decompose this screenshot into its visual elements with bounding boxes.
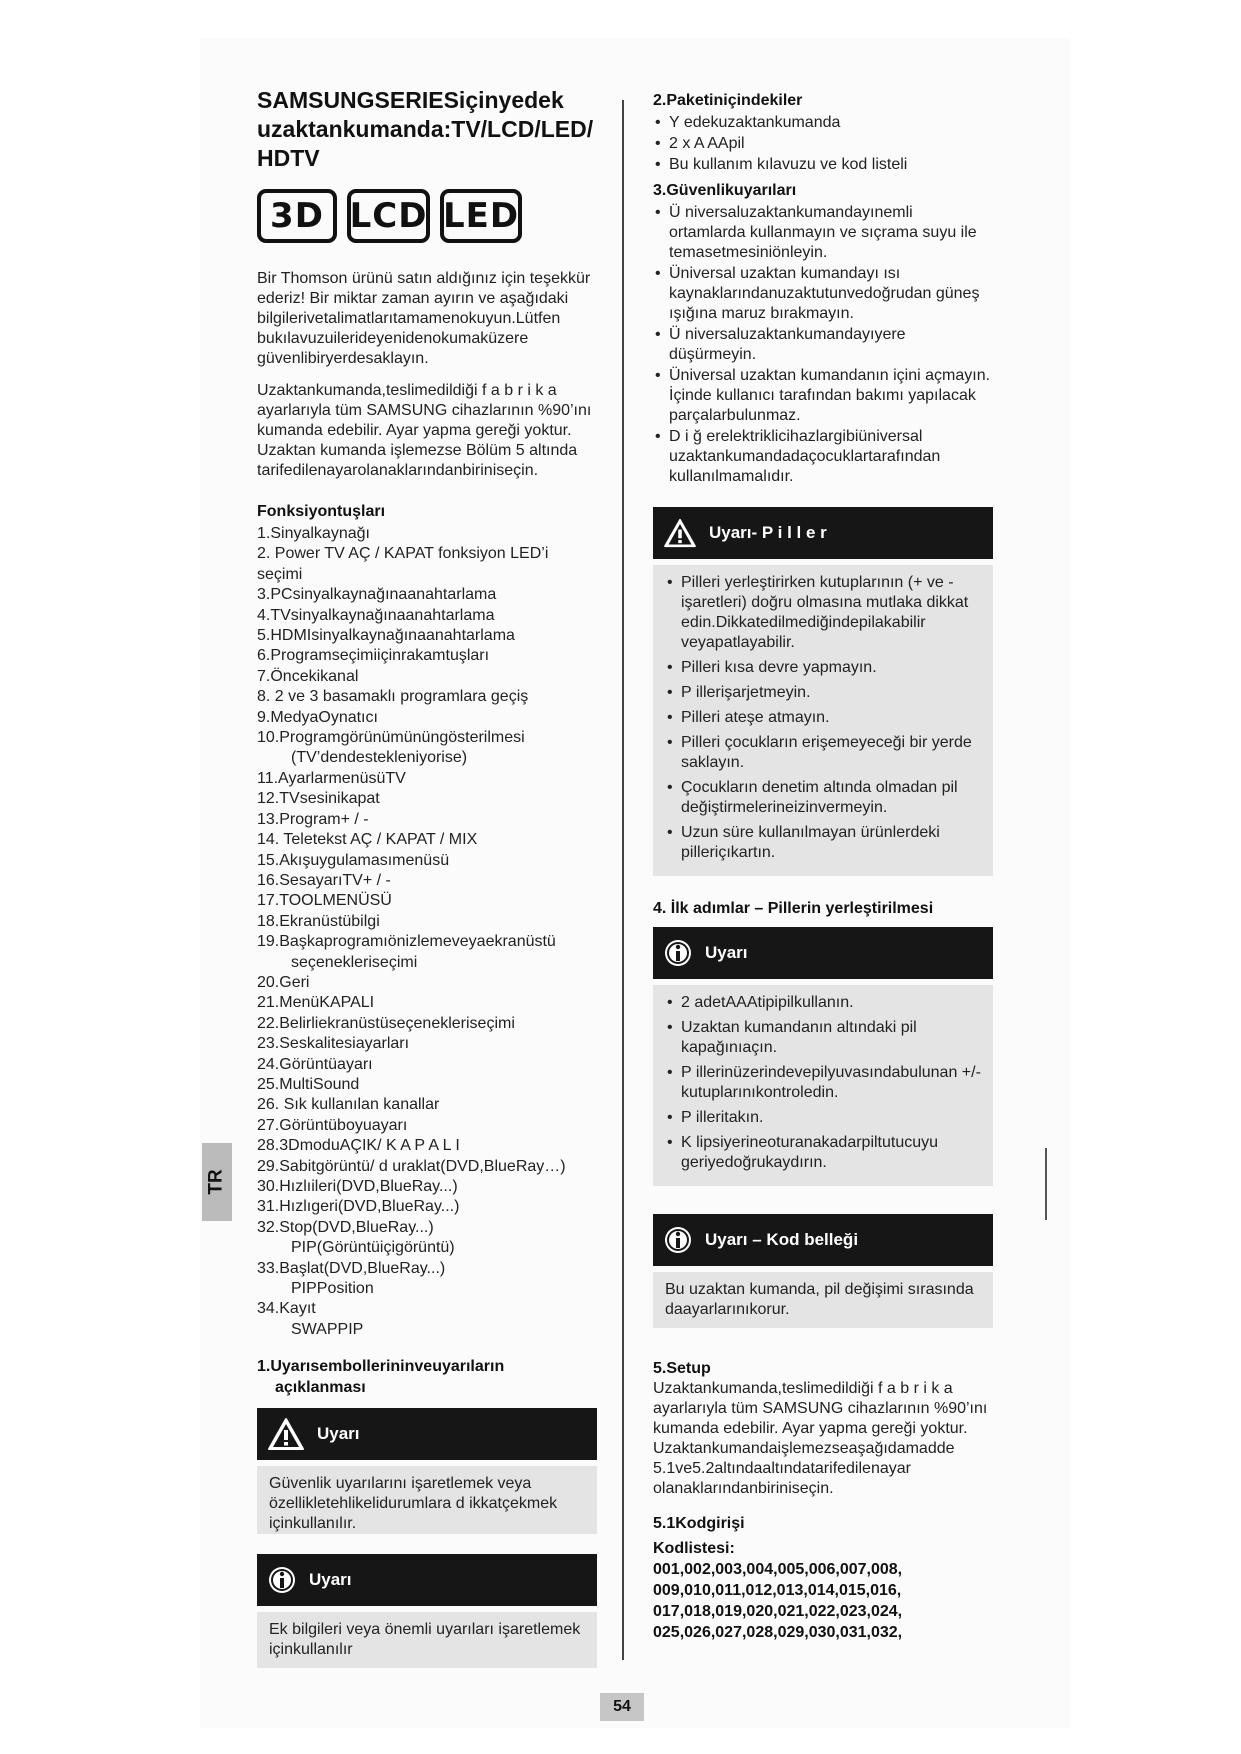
battery-step-item: • 2 adetAAAtipipilkullanın.	[665, 993, 981, 1013]
battery-step-item: • K lipsiyerineoturanakadarpiltutucuyu geriyedoğrukaydırın.	[665, 1133, 981, 1173]
info-bar	[257, 1554, 597, 1606]
page-number: 54	[600, 1693, 644, 1721]
safety-list	[653, 203, 993, 487]
section1-heading	[257, 1356, 597, 1398]
function-key-label: 34.Kayıt	[257, 1300, 316, 1318]
code-line: 001,002,003,004,005,006,007,008,	[653, 1561, 903, 1578]
section4-heading: 4. İlk adımlar – Pillerin yerleştirilmesi	[653, 900, 934, 917]
function-key-item	[257, 1177, 597, 1197]
section3-heading: 3.Güvenlikuyarıları	[653, 182, 797, 199]
badge-lcd: LCD	[347, 189, 430, 243]
function-key-label: 10.Programgörünümününgösterilmesi	[257, 729, 525, 747]
function-key-label: 11.AyarlarmenüsüTV	[257, 769, 406, 787]
function-key-label: 4.TVsinyalkaynağınaanahtarlama	[257, 606, 495, 624]
function-key-item	[257, 789, 597, 809]
function-key-item	[257, 851, 597, 871]
battery-warning-item: • Pilleri çocukların erişemeyeceği bir yerde saklayın.	[665, 733, 981, 773]
function-key-sublabel: PIPPosition	[291, 1280, 374, 1298]
function-key-label: 28.3DmoduAÇIK/ K A P A L I	[257, 1137, 460, 1155]
function-key-item	[257, 769, 597, 789]
function-key-label: 15.Akışuygulamasımenüsü	[257, 851, 450, 869]
language-tab	[202, 1143, 232, 1221]
page-title: SAMSUNGSERIESiçinyedek uzaktankumanda:TV/LCD/LED/ HDTV	[257, 87, 594, 171]
function-key-item	[257, 912, 597, 932]
code-list	[653, 1559, 993, 1643]
function-key-item	[257, 524, 597, 544]
warning-bar	[257, 1408, 597, 1460]
function-key-label: 25.MultiSound	[257, 1075, 360, 1093]
intro-paragraph-2: Uzaktankumanda,teslimedildiği f a b r i k a ayarlarıyla tüm SAMSUNG cihazlarının %90’ını kumanda edebilir. Ayar yapma gereği yoktur. Uzaktan kumanda işlemezse Bölüm 5 altında tarifedilenayarolanaklarındanbiriniseçin.	[257, 382, 592, 479]
battery-warning-item: • Uzun süre kullanılmayan ürünlerdeki pilleriçıkartın.	[665, 823, 981, 863]
code-memory-label: Uyarı – Kod belleği	[705, 1230, 859, 1249]
battery-step-item: • P illerinüzerindevepilyuvasındabulunan +/-kutuplarınıkontroledin.	[665, 1063, 981, 1103]
function-key-label: 16.SesayarıTV+ / -	[257, 871, 391, 889]
right-column	[653, 90, 993, 1643]
battery-warning-item: • Çocukların denetim altında olmadan pil değiştirmelerineizinvermeyin.	[665, 778, 981, 818]
function-key-label: 22.Belirliekranüstüseçenekleriseçimi	[257, 1014, 515, 1032]
intro-paragraph: Bir Thomson ürünü satın aldığınız için teşekkür ederiz! Bir miktar zaman ayırın ve aşağıdaki bilgilerivetalimatlarıtamamenokuyun.Lütfen bukılavuzuilerideyenidenokumaküzere güvenlibiryerdesaklayın.	[257, 270, 591, 367]
warning-triangle-icon	[663, 518, 697, 548]
code-memory-text: Bu uzaktan kumanda, pil değişimi sırasında daayarlarınıkorur.	[653, 1272, 993, 1328]
section1-heading-line1: 1.Uyarısembollerininveuyarıların	[257, 1358, 505, 1376]
function-key-label: 27.Görüntüboyuayarı	[257, 1116, 408, 1134]
function-key-label: 31.Hızlıgeri(DVD,BlueRay...)	[257, 1198, 460, 1216]
step-warning-bar	[653, 927, 993, 979]
function-key-sublabel: PIP(Görüntüiçigörüntü)	[291, 1239, 455, 1257]
function-key-item	[257, 830, 597, 850]
battery-warning-item: • Pilleri ateşe atmayın.	[665, 708, 981, 728]
function-key-item	[257, 810, 597, 830]
battery-steps-box	[653, 985, 993, 1186]
function-key-item	[257, 871, 597, 891]
function-key-label: 7.Öncekikanal	[257, 667, 359, 685]
step-warning-label: Uyarı	[705, 943, 748, 962]
function-key-item	[257, 626, 597, 646]
function-key-label: 5.HDMIsinyalkaynağınaanahtarlama	[257, 627, 515, 645]
function-key-label: 33.Başlat(DVD,BlueRay...)	[257, 1259, 446, 1277]
function-key-label: 18.Ekranüstübilgi	[257, 912, 380, 930]
info-label: Uyarı	[309, 1570, 352, 1590]
battery-steps-list	[665, 993, 981, 1173]
function-key-label: 26. Sık kullanılan kanallar	[257, 1096, 440, 1114]
info-icon	[663, 1225, 693, 1255]
safety-item: • Ü niversaluzaktankumandayınemli ortamlarda kullanmayın ve sıçrama suyu ile temasetmesiniönleyin.	[653, 203, 993, 263]
function-key-label: 3.PCsinyalkaynağınaanahtarlama	[257, 586, 497, 604]
battery-warning-list	[665, 573, 981, 863]
package-item: • Y edekuzaktankumanda	[653, 113, 993, 133]
language-tab-label: TR	[205, 1169, 227, 1195]
info-icon	[267, 1565, 297, 1595]
battery-warning-item: • P illerişarjetmeyin.	[665, 683, 981, 703]
package-item: • Bu kullanım kılavuzu ve kod listeli	[653, 155, 993, 175]
function-key-item	[257, 1116, 597, 1136]
function-key-item	[257, 973, 597, 993]
code-line: 017,018,019,020,021,022,023,024,	[653, 1603, 903, 1620]
function-key-label: 2. Power TV AÇ / KAPAT fonksiyon LED’i seçimi	[257, 545, 549, 583]
function-key-label: 6.Programseçimiiçinrakamtuşları	[257, 647, 490, 665]
function-key-item	[257, 585, 597, 605]
column-divider	[622, 100, 624, 1660]
safety-item: • Üniversal uzaktan kumandayı ısı kaynaklarındanuzaktutunvedoğrudan güneş ışığına maruz bırakmayın.	[653, 264, 993, 324]
function-key-label: 13.Program+ / -	[257, 810, 369, 828]
battery-warning-item: • Pilleri yerleştirirken kutuplarının (+ ve - işaretleri) doğru olmasına mutlaka dikkat edin.Dikkatedilmediğindepilakabilir veyapatlayabilir.	[665, 573, 981, 653]
safety-item: • Üniversal uzaktan kumandanın içini açmayın. İçinde kullanıcı tarafından bakımı yapılacak parçalarbulunmaz.	[653, 366, 993, 426]
badge-3d: 3D	[257, 189, 337, 243]
function-key-item	[257, 1136, 597, 1156]
warning-label: Uyarı	[317, 1424, 360, 1444]
battery-step-item: • P illeritakın.	[665, 1108, 981, 1128]
safety-item: • Ü niversaluzaktankumandayıyere düşürmeyin.	[653, 325, 993, 365]
function-key-item	[257, 728, 597, 769]
warning-triangle-icon	[267, 1417, 305, 1451]
function-key-item	[257, 544, 597, 585]
function-key-label: 9.MedyaOynatıcı	[257, 708, 378, 726]
function-key-item	[257, 1218, 597, 1259]
safety-item: • D i ğ erelektriklicihazlargibiüniversal uzaktankumandadaçocuklartarafından kullanılmamalıdır.	[653, 427, 993, 487]
battery-warning-label: Uyarı- P i l l e r	[709, 523, 827, 542]
function-key-item	[257, 1259, 597, 1300]
function-key-sublabel: seçenekleriseçimi	[291, 953, 418, 971]
package-item: • 2 x A AApil	[653, 134, 993, 154]
function-key-item	[257, 1014, 597, 1034]
function-key-item	[257, 667, 597, 687]
function-key-item	[257, 1197, 597, 1217]
function-key-label: 24.Görüntüayarı	[257, 1055, 373, 1073]
section51-heading: 5.1Kodgirişi	[653, 1515, 745, 1532]
battery-warning-item: • Pilleri kısa devre yapmayın.	[665, 658, 981, 678]
code-list-label: Kodlistesi:	[653, 1540, 735, 1557]
function-key-item	[257, 993, 597, 1013]
feature-badges	[257, 189, 597, 243]
function-key-item	[257, 606, 597, 626]
function-key-item	[257, 932, 597, 973]
function-key-label: 30.Hızlıileri(DVD,BlueRay...)	[257, 1178, 458, 1195]
function-key-label: 1.Sinyalkaynağı	[257, 525, 370, 542]
function-key-item	[257, 708, 597, 728]
function-key-label: 29.Sabitgörüntü/ d uraklat(DVD,BlueRay…)	[257, 1157, 566, 1175]
function-key-label: 12.TVsesinikapat	[257, 790, 380, 808]
function-key-item	[257, 1034, 597, 1054]
badge-led: LED	[440, 189, 522, 243]
code-line: 025,026,027,028,029,030,031,032,	[653, 1624, 903, 1641]
functions-heading: Fonksiyontuşları	[257, 503, 386, 520]
code-memory-bar	[653, 1214, 993, 1266]
function-key-item	[257, 687, 597, 707]
function-key-item	[257, 891, 597, 911]
function-key-item	[257, 1299, 597, 1340]
function-key-sublabel: SWAPPIP	[291, 1320, 364, 1338]
info-icon	[663, 938, 693, 968]
function-key-item	[257, 1157, 597, 1177]
function-key-list	[257, 524, 597, 1340]
left-column	[257, 86, 597, 1668]
battery-warning-box	[653, 565, 993, 876]
function-key-label: 17.TOOLMENÜSÜ	[257, 892, 392, 910]
function-key-item	[257, 1055, 597, 1075]
code-line: 009,010,011,012,013,014,015,016,	[653, 1582, 902, 1599]
battery-step-item: • Uzaktan kumandanın altındaki pil kapağınıaçın.	[665, 1018, 981, 1058]
function-key-item	[257, 1075, 597, 1095]
function-key-item	[257, 1095, 597, 1115]
margin-rule	[1045, 1148, 1047, 1220]
section2-heading: 2.Paketiniçindekiler	[653, 92, 803, 109]
setup-paragraph: Uzaktankumanda,teslimedildiği f a b r i k a ayarlarıyla tüm SAMSUNG cihazlarının %90’ını kumanda edebilir. Ayar yapma gereği yoktur. Uzaktankumandaişlemezseaşağıdamadde 5.1ve5.2altındaaltındatarifedilenayar olanaklarındanbiriniseçin.	[653, 1380, 988, 1497]
section5-heading: 5.Setup	[653, 1360, 711, 1377]
function-key-label: 32.Stop(DVD,BlueRay...)	[257, 1218, 434, 1236]
section1-heading-line2: açıklanması	[275, 1379, 366, 1397]
function-key-label: 21.MenüKAPALI	[257, 994, 375, 1012]
battery-warning-bar	[653, 507, 993, 559]
function-key-label: 19.Başkaprogramıönizlemeveyaekranüstü	[257, 933, 556, 951]
info-description: Ek bilgileri veya önemli uyarıları işaretlemek içinkullanılır	[257, 1612, 597, 1668]
function-key-sublabel: (TV’dendestekleniyorise)	[291, 749, 468, 767]
package-contents-list	[653, 113, 993, 175]
function-key-label: 23.Seskalitesiayarları	[257, 1035, 410, 1053]
warning-description: Güvenlik uyarılarını işaretlemek veya özellikletehlikelidurumlara d ikkatçekmek içinkullanılır.	[257, 1466, 597, 1534]
function-key-item	[257, 646, 597, 666]
function-key-label: 20.Geri	[257, 973, 310, 991]
function-key-label: 8. 2 ve 3 basamaklı programlara geçiş	[257, 688, 529, 706]
function-key-label: 14. Teletekst AÇ / KAPAT / MIX	[257, 831, 478, 849]
